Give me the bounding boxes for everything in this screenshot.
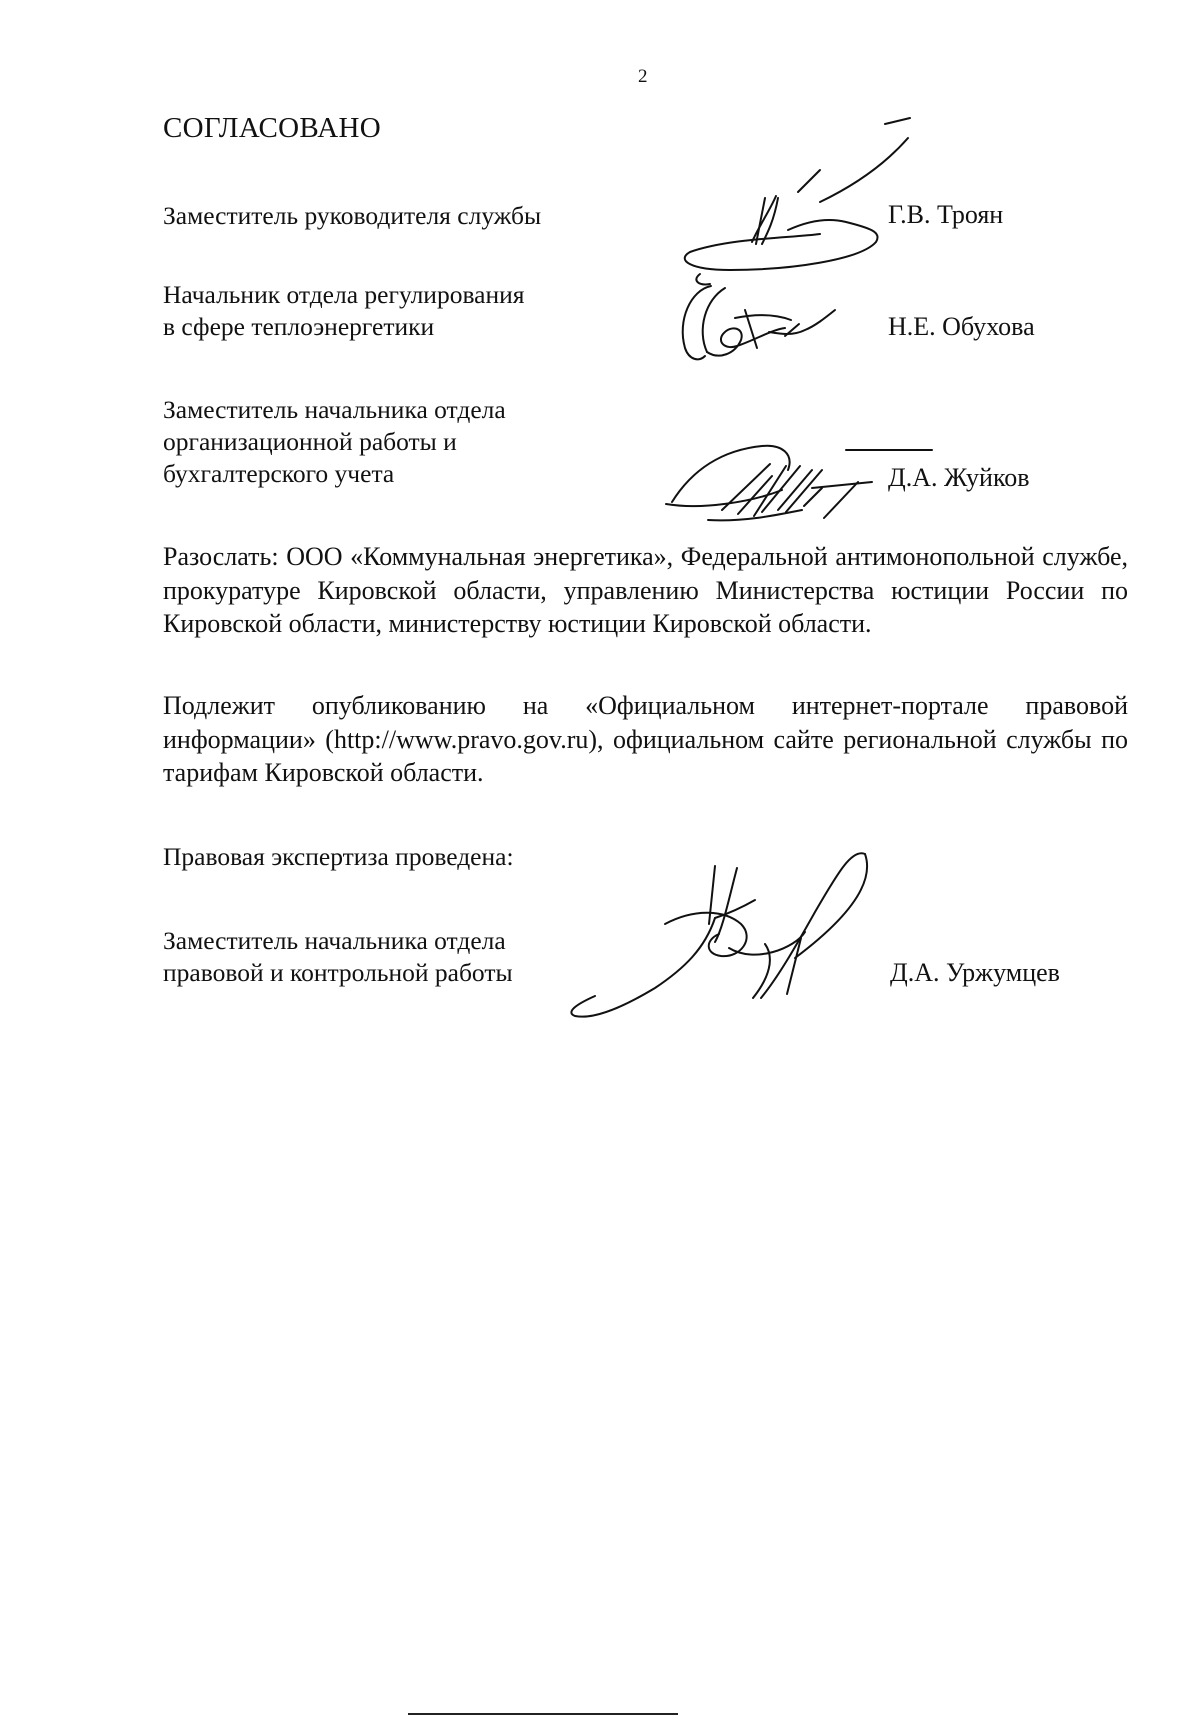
approver-3-position-line-2: организационной работы и: [163, 427, 457, 456]
approver-2-name: Н.Е. Обухова: [888, 312, 1035, 341]
legal-reviewer-position-line-1: Заместитель начальника отдела: [163, 926, 506, 955]
approver-2-position-line-2: в сфере теплоэнергетики: [163, 312, 435, 341]
approver-1-name: Г.В. Троян: [888, 200, 1004, 229]
legal-review-label: Правовая экспертиза проведена:: [163, 842, 514, 871]
legal-reviewer-position-line-2: правовой и контрольной работы: [163, 958, 513, 987]
footer-divider: [408, 1713, 678, 1715]
approval-heading: СОГЛАСОВАНО: [163, 112, 381, 144]
signature-2: [675, 280, 855, 370]
legal-reviewer-name: Д.А. Уржумцев: [890, 958, 1060, 987]
approver-1-position: Заместитель руководителя службы: [163, 201, 542, 230]
distribution-paragraph: Разослать: ООО «Коммунальная энергетика», Федеральной антимонопольной службе, прокуратуре Кировской области, управлению Министерства юстиции России по Кировской области, министерству юстиции Кировской области.: [163, 542, 1128, 638]
approver-3-name: Д.А. Жуйков: [888, 463, 1030, 492]
publication-paragraph: Подлежит опубликованию на «Официальном интернет-портале правовой информации» (http://www.pravo.gov.ru), официальном сайте региональной службы по тарифам Кировской области.: [163, 691, 1128, 787]
approver-3-position-line-3: бухгалтерского учета: [163, 459, 395, 488]
page-number: 2: [638, 66, 648, 87]
approver-3-position-line-1: Заместитель начальника отдела: [163, 395, 506, 424]
approver-2-position-line-1: Начальник отдела регулирования: [163, 280, 525, 309]
signature-4: [565, 848, 885, 1023]
